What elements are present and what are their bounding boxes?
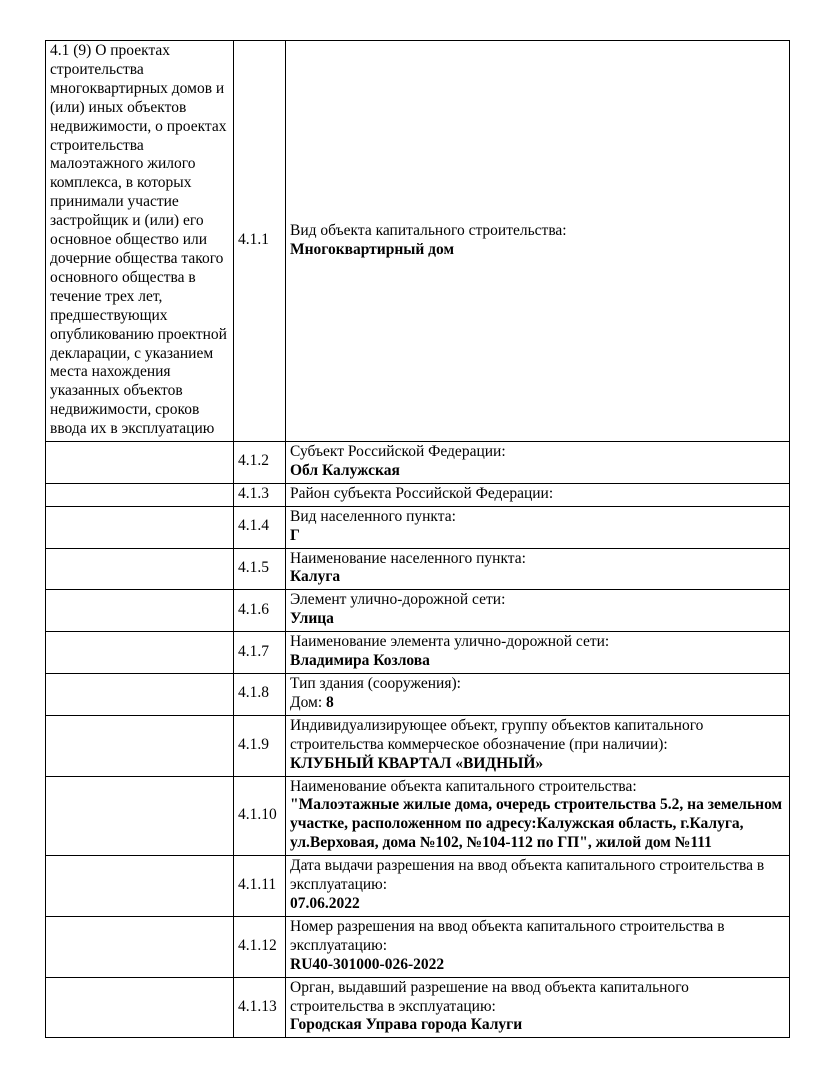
field-value: 8 [326,693,334,711]
note-cell: 4.1 (9) О проектах строительства многоквартирных домов и (или) иных объектов недвижимости, о проектах строительства малоэтажного жилого комплекса, в которых принимали участие застройщик и (или) его основное общество или дочерние общества такого основного общества в течение трех лет, предшествующих опубликованию проектной декларации, с указанием места нахождения указанных объектов недвижимости, сроков ввода их в эксплуатацию [46,41,234,442]
content-cell [286,483,790,506]
field-value-line [290,527,785,546]
field-value-line [290,241,785,260]
field-value: "Малоэтажные жилые дома, очередь строительства 5.2, на земельном участке, расположенном по адресу:Калужская область, г.Калуга, ул.Верховая, дома №102, №104-112 по ГП", жилой дом №111 [290,796,783,852]
content-cell [286,506,790,548]
field-label: Район субъекта Российской Федерации: [290,484,554,502]
code-cell: 4.1.10 [234,776,286,856]
field-label: Элемент улично-дорожной сети: [290,591,506,609]
field-label: Тип здания (сооружения): [290,675,461,692]
table-row [46,856,790,917]
code-cell: 4.1.8 [234,674,286,716]
note-cell [46,548,234,590]
note-cell [46,856,234,917]
field-value-line [290,652,785,671]
field-value-line [290,895,785,914]
code-cell: 4.1.9 [234,715,286,776]
note-cell [46,715,234,776]
table-row [46,715,790,776]
code-cell: 4.1.6 [234,590,286,632]
content-cell [286,674,790,716]
field-value-line [290,755,785,774]
note-cell [46,483,234,506]
content-cell [286,715,790,776]
note-cell [46,776,234,856]
table-body [46,41,790,1038]
code-cell: 4.1.7 [234,632,286,674]
table-row [46,977,790,1038]
code-cell: 4.1.12 [234,916,286,977]
content-cell [286,41,790,442]
field-value: Городская Управа города Калуги [290,1016,523,1034]
code-cell: 4.1.4 [234,506,286,548]
field-label: Наименование объекта капитального строительства: [290,777,637,795]
content-cell [286,856,790,917]
content-cell [286,632,790,674]
note-cell [46,442,234,484]
code-cell: 4.1.5 [234,548,286,590]
field-value: RU40-301000-026-2022 [290,955,445,973]
field-value-line [290,568,785,587]
table-row [46,548,790,590]
table-row [46,632,790,674]
field-value: КЛУБНЫЙ КВАРТАЛ «ВИДНЫЙ» [290,754,544,772]
content-cell [286,776,790,856]
field-label: Номер разрешения на ввод объекта капитального строительства в эксплуатацию: [290,917,725,954]
field-value: Г [290,526,300,544]
table-row [46,506,790,548]
code-cell: 4.1.2 [234,442,286,484]
code-cell: 4.1.1 [234,41,286,442]
note-cell [46,977,234,1038]
table-row [46,442,790,484]
content-cell [286,548,790,590]
content-cell [286,442,790,484]
table-row [46,590,790,632]
field-value: 07.06.2022 [290,894,360,912]
table-row [46,483,790,506]
field-value-prefix: Дом: [290,693,327,711]
declaration-table [45,40,790,1038]
content-cell [286,916,790,977]
field-label: Вид населенного пункта: [290,507,456,525]
field-label: Наименование элемента улично-дорожной сети: [290,633,610,651]
field-value-line [290,796,785,853]
field-value-line [290,462,785,481]
table-row [46,916,790,977]
content-cell [286,590,790,632]
code-cell: 4.1.13 [234,977,286,1038]
field-label: Вид объекта капитального строительства: [290,221,567,239]
field-label: Наименование населенного пункта: [290,549,526,567]
field-value-line [290,694,785,713]
field-value-line [290,610,785,629]
field-label: Субъект Российской Федерации: [290,443,506,461]
field-value: Владимира Козлова [290,652,430,670]
field-value: Обл Калужская [290,461,400,479]
declaration-table-grid [45,40,790,1038]
note-cell [46,632,234,674]
table-row [46,674,790,716]
field-label: Дата выдачи разрешения на ввод объекта капитального строительства в эксплуатацию: [290,857,765,894]
code-cell: 4.1.11 [234,856,286,917]
field-value-line [290,956,785,975]
note-cell [46,674,234,716]
field-value-line [290,1016,785,1035]
field-value: Многоквартирный дом [290,240,455,258]
note-cell [46,916,234,977]
field-value: Калуга [290,568,341,586]
field-value: Улица [290,610,334,628]
table-row [46,41,790,442]
content-cell [286,977,790,1038]
field-label: Индивидуализирующее объект, группу объектов капитального строительства коммерческое обозначение (при наличии): [290,716,704,753]
note-cell [46,590,234,632]
note-cell [46,506,234,548]
table-row [46,776,790,856]
code-cell: 4.1.3 [234,483,286,506]
field-label: Орган, выдавший разрешение на ввод объекта капитального строительства в эксплуатацию: [290,978,689,1015]
